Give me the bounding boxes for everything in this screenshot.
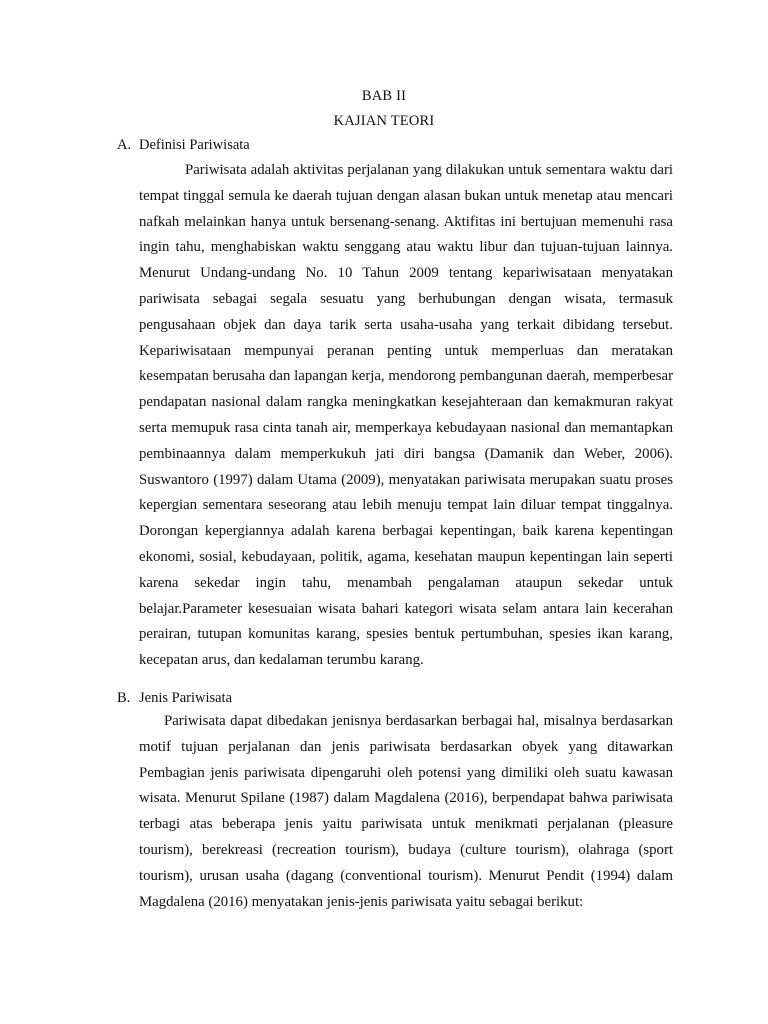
- section-a-heading: [117, 137, 250, 154]
- section-b-heading: [117, 690, 232, 707]
- chapter-number: BAB II: [361, 88, 407, 104]
- section-a-paragraph: Pariwisata adalah aktivitas perjalanan yang dilakukan untuk sementara waktu dari tempat tinggal semula ke daerah tujuan dengan alasan bukan untuk menetap atau mencari nafkah melainkan hanya untuk bersenang-senang. Aktifitas ini bertujuan memenuhi rasa ingin tahu, menghabiskan waktu senggang atau waktu libur dan tujuan-tujuan lainnya. Menurut Undang-undang No. 10 Tahun 2009 tentang kepariwisataan menyatakan pariwisata sebagai segala sesuatu yang berhubungan dengan wisata, termasuk pengusahaan objek dan daya tarik serta usaha-usaha yang terkait dibidang tersebut. Kepariwisataan mempunyai peranan penting untuk memperluas dan meratakan kesempatan berusaha dan lapangan kerja, mendorong pembangunan daerah, memperbesar pendapatan nasional dalam rangka meningkatkan kesejahteraan dan kemakmuran rakyat serta memupuk rasa cinta tanah air, memperkaya kebudayaan nasional dan memantapkan pembinaannya dalam memperkukuh jati diri bangsa (Damanik dan Weber, 2006). Suswantoro (1997) dalam Utama (2009), menyatakan pariwisata merupakan suatu proses kepergian sementara seseorang atau lebih menuju tempat lain diluar tempat tinggalnya. Dorongan kepergiannya adalah karena berbagai kepentingan, baik karena kepentingan ekonomi, sosial, kebudayaan, politik, agama, kesehatan maupun kepentingan lain seperti karena sekedar ingin tahu, menambah pengalaman ataupun sekedar untuk belajar.Parameter kesesuaian wisata bahari kategori wisata selam antara lain kecerahan perairan, tutupan komunitas karang, spesies bentuk pertumbuhan, spesies ikan karang, kecepatan arus, dan kedalaman terumbu karang.: [139, 162, 673, 669]
- section-a-letter: A.: [117, 137, 132, 153]
- section-a-title: Definisi Pariwisata: [139, 137, 250, 153]
- section-b-letter: B.: [117, 690, 131, 706]
- section-b-title: Jenis Pariwisata: [139, 690, 233, 706]
- section-b-paragraph: Pariwisata dapat dibedakan jenisnya berdasarkan berbagai hal, misalnya berdasarkan motif tujuan perjalanan dan jenis pariwisata berdasarkan obyek yang ditawarkan Pembagian jenis pariwisata dipengaruhi oleh potensi yang dimiliki oleh suatu kawasan wisata. Menurut Spilane (1987) dalam Magdalena (2016), berpendapat bahwa pariwisata terbagi atas beberapa jenis yaitu pariwisata untuk menikmati perjalanan (pleasure tourism), berekreasi (recreation tourism), budaya (culture tourism), olahraga (sport tourism), urusan usaha (dagang (conventional tourism). Menurut Pendit (1994) dalam Magdalena (2016) menyatakan jenis-jenis pariwisata yaitu sebagai berikut:: [139, 713, 673, 910]
- chapter-title: KAJIAN TEORI: [333, 113, 435, 129]
